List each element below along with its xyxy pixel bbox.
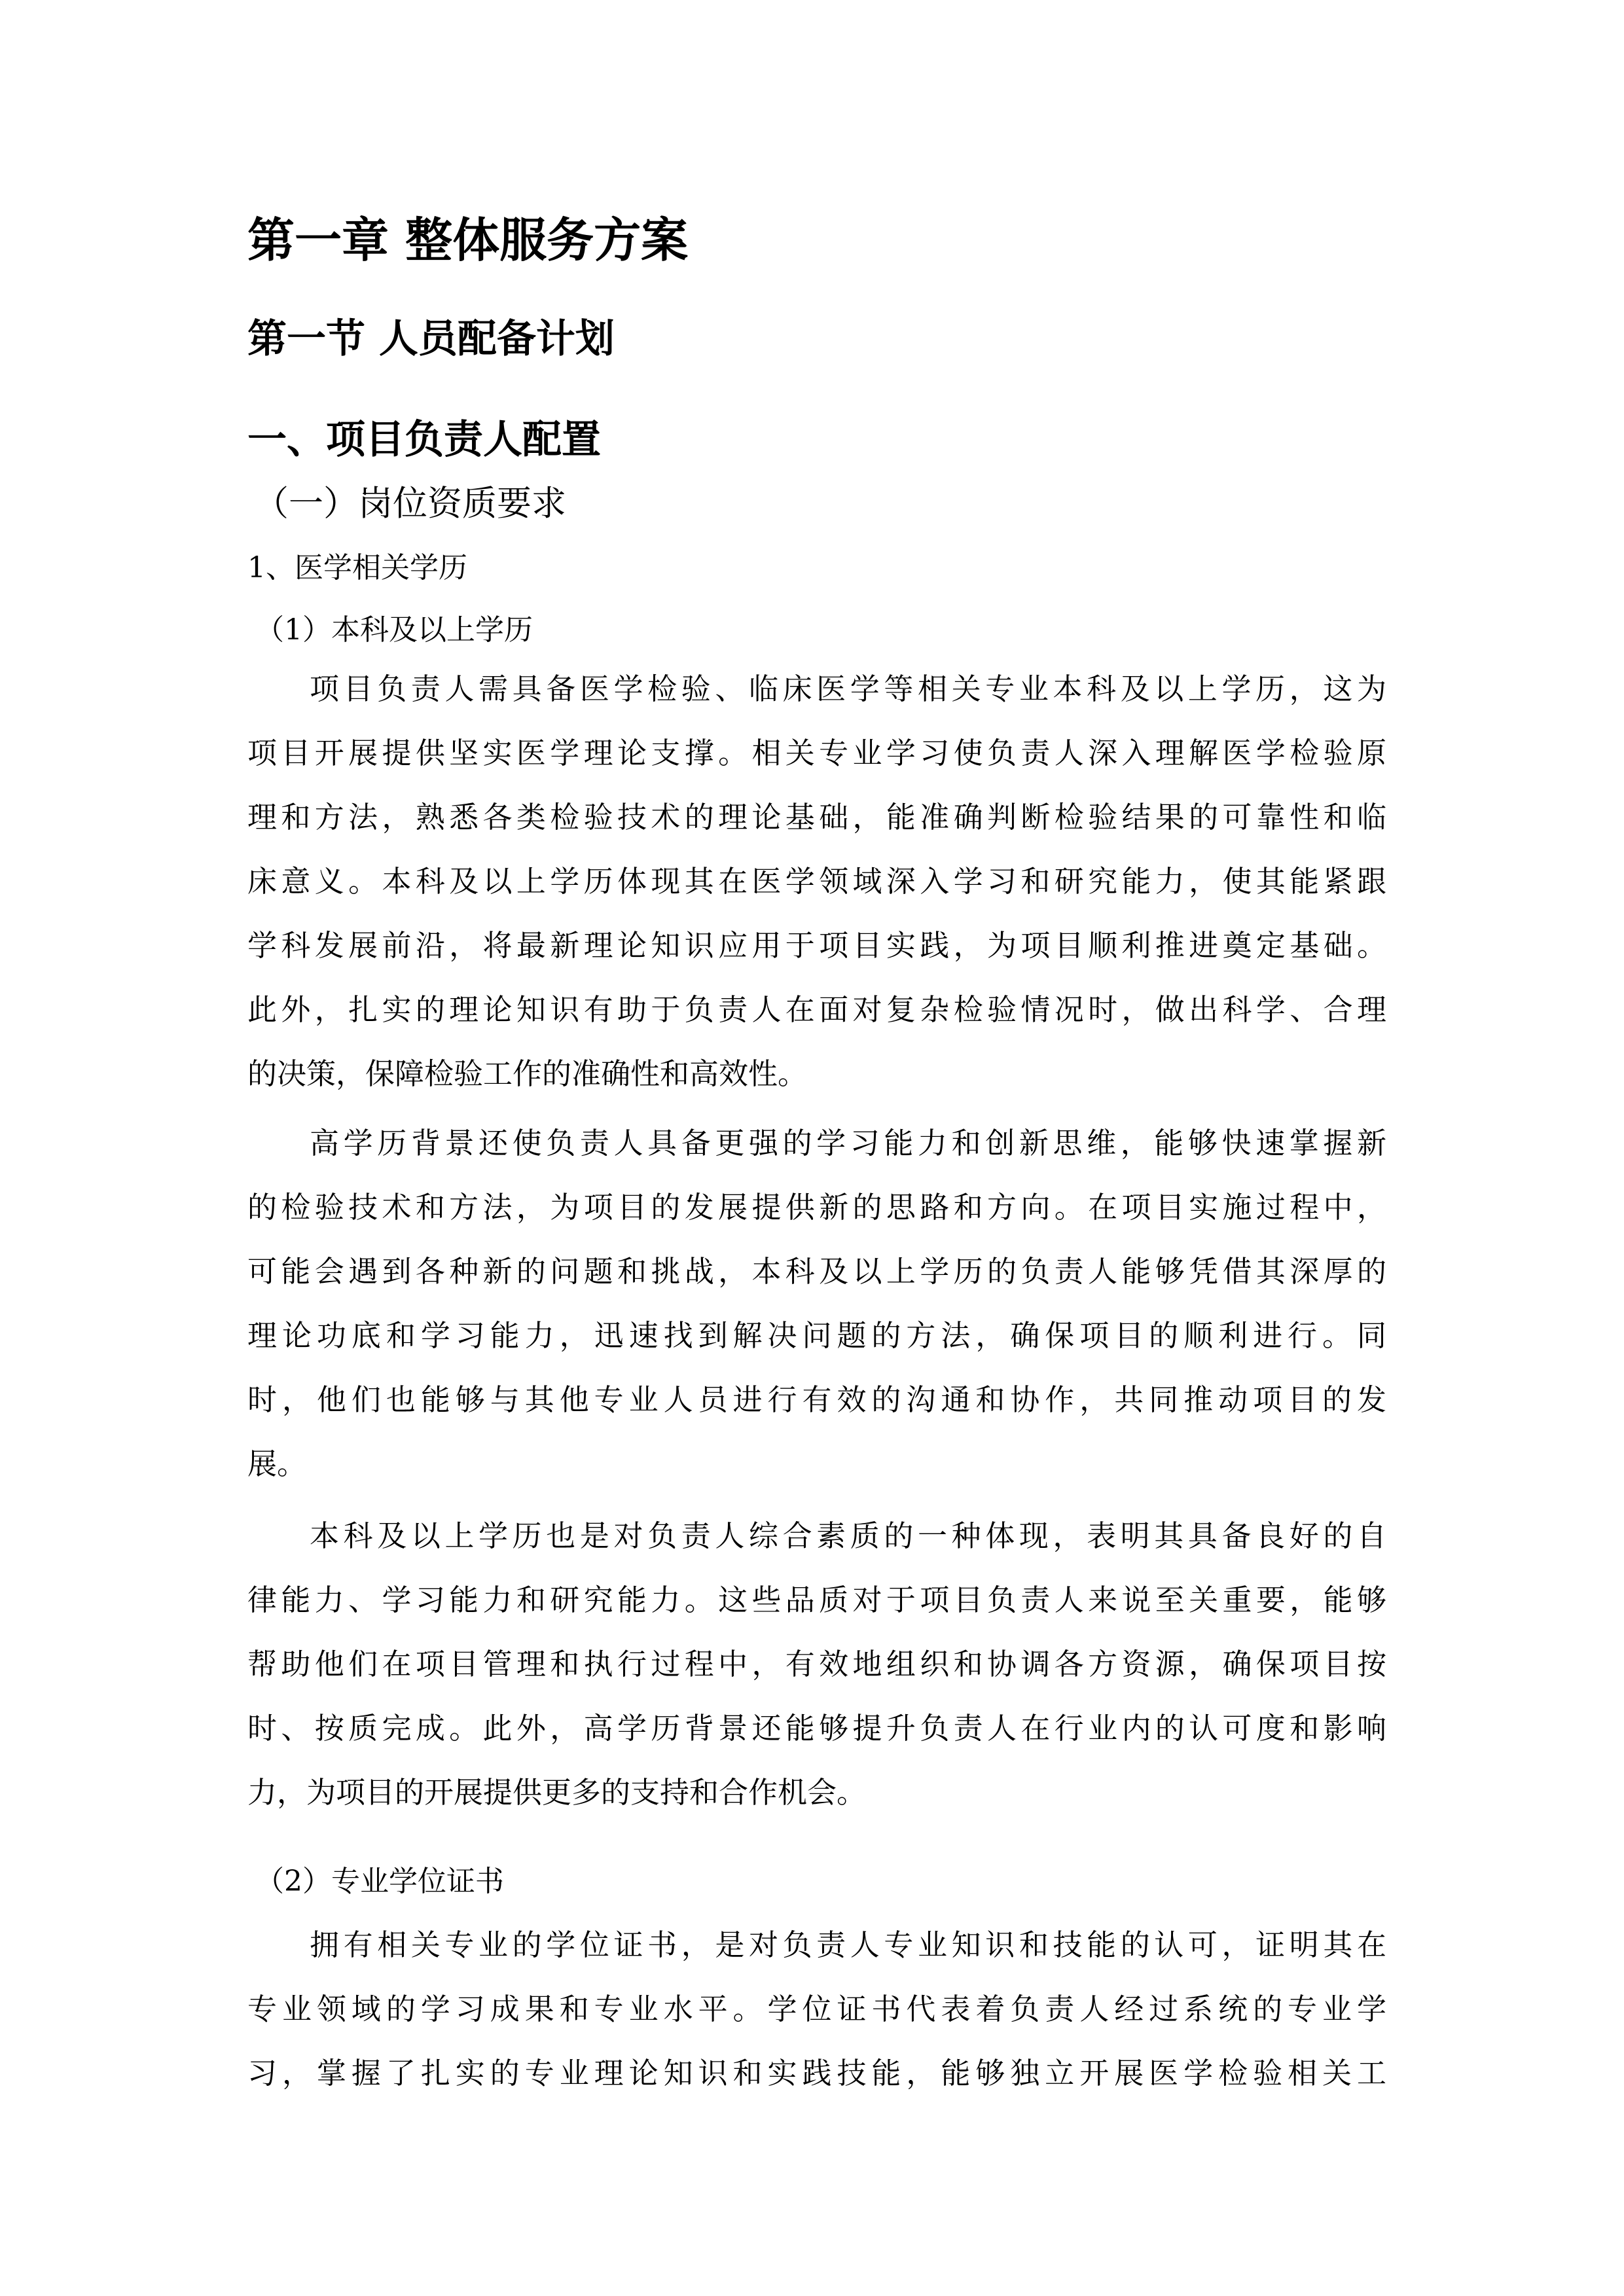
paragraph	[247, 657, 1386, 1106]
paragraph-line: 专业领域的学习成果和专业水平。学位证书代表着负责人经过系统的专业学	[247, 1992, 1386, 2026]
paragraph-line: 项目负责人需具备医学检验、临床医学等相关专业本科及以上学历，这为	[310, 672, 1386, 706]
paragraph-line: 时，他们也能够与其他专业人员进行有效的沟通和协作，共同推动项目的发	[247, 1382, 1386, 1417]
paragraph-line: 律能力、学习能力和研究能力。这些品质对于项目负责人来说至关重要，能够	[247, 1583, 1386, 1617]
sub-heading-2: （2）专业学位证书	[255, 1865, 504, 1898]
paragraph-line: 高学历背景还使负责人具备更强的学习能力和创新思维，能够快速掌握新	[310, 1126, 1386, 1160]
paragraph-line: 学科发展前沿，将最新理论知识应用于项目实践，为项目顺利推进奠定基础。	[247, 928, 1386, 963]
paragraph-line: 的决策，保障检验工作的准确性和高效性。	[247, 1056, 808, 1091]
paragraph-line: 理论功底和学习能力，迅速找到解决问题的方法，确保项目的顺利进行。同	[247, 1318, 1386, 1353]
section-heading: 第一节 人员配备计划	[247, 316, 615, 362]
sub-heading-1: （1）本科及以上学历	[255, 613, 533, 647]
paragraph-line: 习，掌握了扎实的专业理论知识和实践技能，能够独立开展医学检验相关工	[247, 2056, 1386, 2090]
paragraph	[247, 1913, 1386, 2106]
part-heading: 一、项目负责人配置	[247, 417, 601, 463]
paragraph-line: 项目开展提供坚实医学理论支撑。相关专业学习使负责人深入理解医学检验原	[247, 736, 1386, 770]
paragraph-line: 帮助他们在项目管理和执行过程中，有效地组织和协调各方资源，确保项目按	[247, 1647, 1386, 1681]
paragraph-line: 理和方法，熟悉各类检验技术的理论基础，能准确判断检验结果的可靠性和临	[247, 800, 1386, 834]
paragraph-line: 力，为项目的开展提供更多的支持和合作机会。	[247, 1775, 867, 1810]
subpart-heading: （一）岗位资质要求	[254, 484, 566, 524]
paragraph	[247, 1111, 1386, 1496]
paragraph-line: 本科及以上学历也是对负责人综合素质的一种体现，表明其具备良好的自	[310, 1518, 1386, 1553]
paragraph-line: 拥有相关专业的学位证书，是对负责人专业知识和技能的认可，证明其在	[310, 1928, 1386, 1962]
paragraph-line: 的检验技术和方法，为项目的发展提供新的思路和方向。在项目实施过程中，	[247, 1190, 1386, 1225]
paragraph-line: 可能会遇到各种新的问题和挑战，本科及以上学历的负责人能够凭借其深厚的	[247, 1254, 1386, 1289]
paragraph-line: 床意义。本科及以上学历体现其在医学领域深入学习和研究能力，使其能紧跟	[247, 864, 1386, 899]
paragraph-line: 时、按质完成。此外，高学历背景还能够提升负责人在行业内的认可度和影响	[247, 1711, 1386, 1746]
paragraph-line: 此外，扎实的理论知识有助于负责人在面对复杂检验情况时，做出科学、合理	[247, 992, 1386, 1027]
paragraph	[247, 1504, 1386, 1825]
paragraph-line: 展。	[247, 1446, 307, 1481]
item-heading: 1、医学相关学历	[247, 551, 467, 584]
chapter-heading: 第一章 整体服务方案	[247, 213, 689, 268]
